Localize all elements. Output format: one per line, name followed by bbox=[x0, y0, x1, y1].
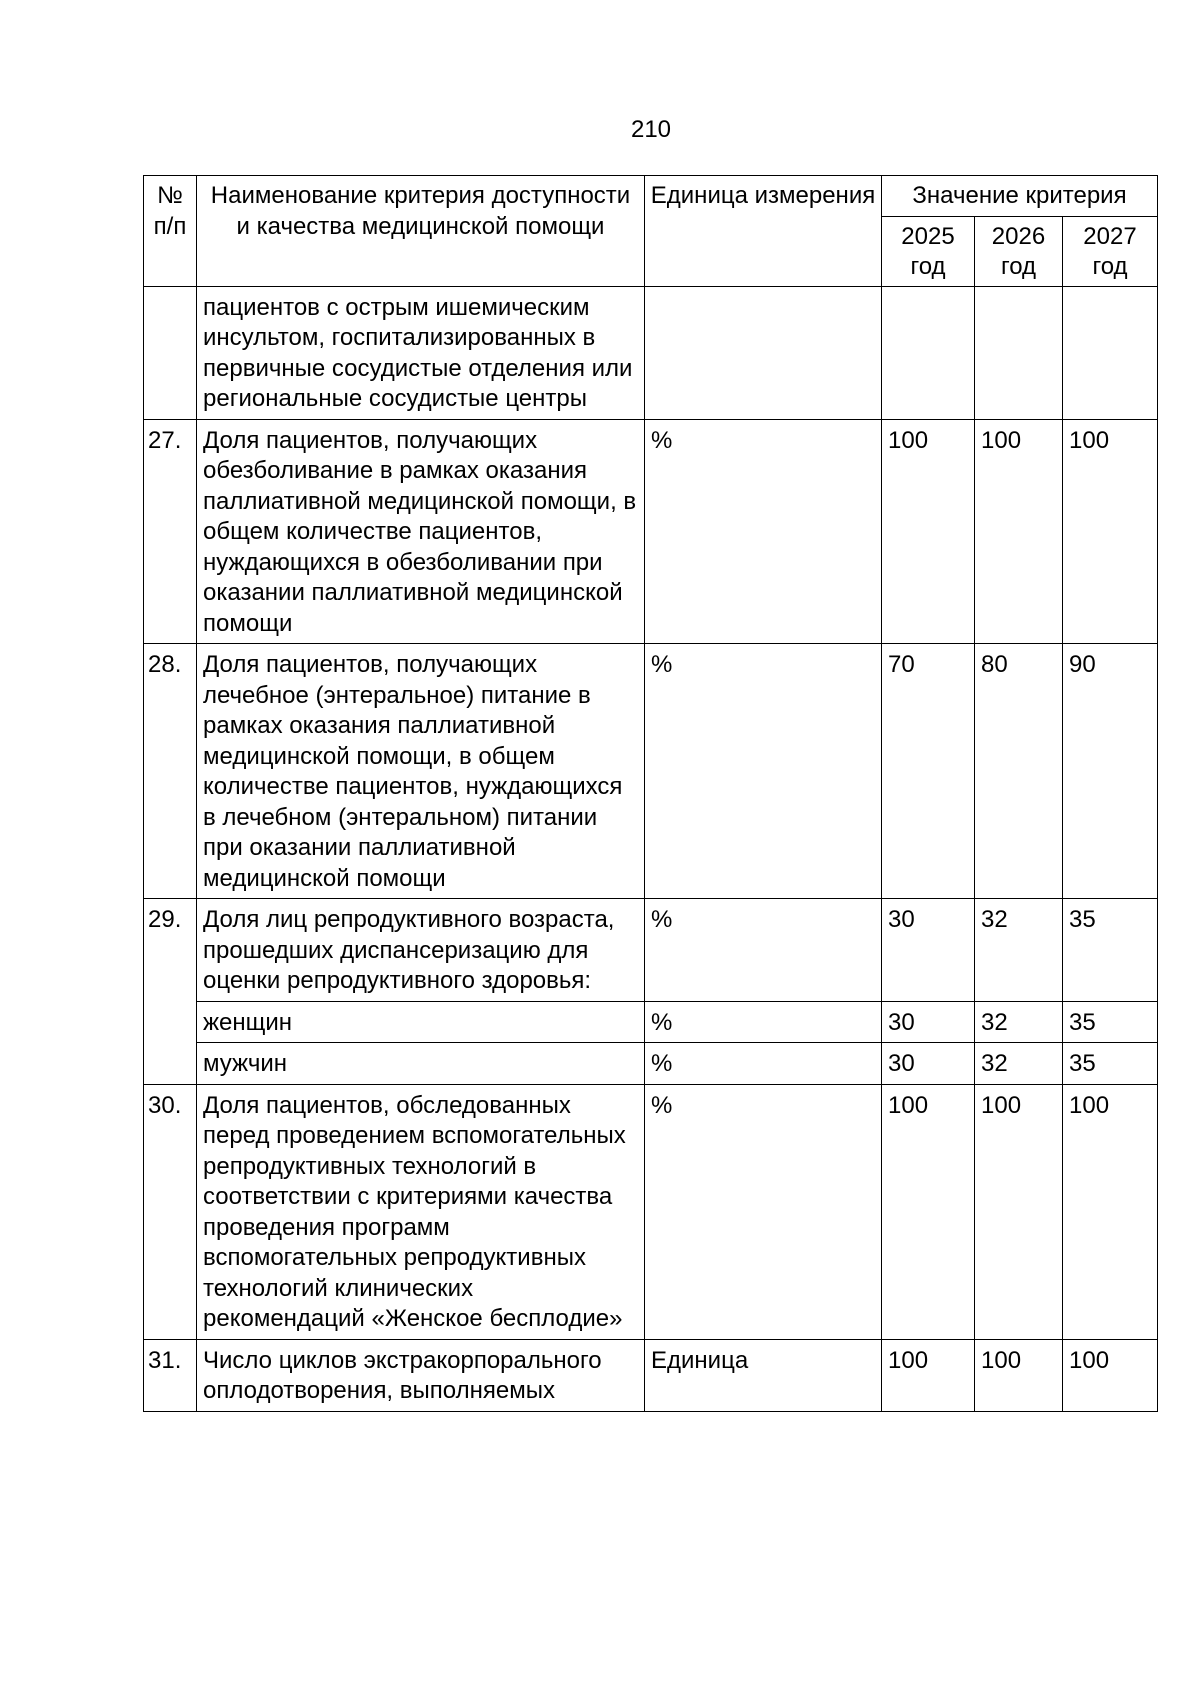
row-value-2025: 100 bbox=[882, 419, 975, 644]
row-value-2025: 30 bbox=[882, 1043, 975, 1085]
row-value-2027: 100 bbox=[1063, 1084, 1158, 1339]
row-unit bbox=[645, 286, 882, 419]
row-criterion: Доля лиц репродуктивного возраста, прошедших диспансеризацию для оценки репродуктивного здоровья: bbox=[197, 899, 645, 1002]
header-num: № п/п bbox=[144, 176, 197, 287]
header-criterion-name: Наименование критерия доступности и качества медицинской помощи bbox=[197, 176, 645, 287]
row-value-2027 bbox=[1063, 286, 1158, 419]
header-unit: Единица измерения bbox=[645, 176, 882, 287]
row-value-2027: 90 bbox=[1063, 644, 1158, 899]
row-value-2027: 35 bbox=[1063, 1043, 1158, 1085]
row-num: 29. bbox=[144, 899, 197, 1085]
row-value-2025: 30 bbox=[882, 899, 975, 1002]
table-header bbox=[144, 176, 1158, 287]
row-num: 31. bbox=[144, 1339, 197, 1411]
row-value-2026 bbox=[975, 286, 1063, 419]
row-value-2025: 100 bbox=[882, 1084, 975, 1339]
criteria-table bbox=[143, 175, 1158, 1412]
table-subrow bbox=[144, 1043, 1158, 1085]
table-row bbox=[144, 1339, 1158, 1411]
row-unit: % bbox=[645, 419, 882, 644]
row-value-2026: 100 bbox=[975, 1339, 1063, 1411]
row-value-2025: 30 bbox=[882, 1001, 975, 1043]
table-row bbox=[144, 644, 1158, 899]
row-num: 28. bbox=[144, 644, 197, 899]
row-num: 27. bbox=[144, 419, 197, 644]
row-num: 30. bbox=[144, 1084, 197, 1339]
row-value-2027: 35 bbox=[1063, 899, 1158, 1002]
row-num bbox=[144, 286, 197, 419]
row-value-2027: 100 bbox=[1063, 1339, 1158, 1411]
row-value-2025 bbox=[882, 286, 975, 419]
row-value-2026: 32 bbox=[975, 1001, 1063, 1043]
row-value-2026: 100 bbox=[975, 1084, 1063, 1339]
row-criterion: Доля пациентов, получающих лечебное (энтеральное) питание в рамках оказания паллиативной медицинской помощи, в общем количестве пациентов, нуждающихся в лечебном (энтеральном) питании при оказании паллиативной медицинской помощи bbox=[197, 644, 645, 899]
row-value-2027: 35 bbox=[1063, 1001, 1158, 1043]
table-row bbox=[144, 1084, 1158, 1339]
row-value-2025: 100 bbox=[882, 1339, 975, 1411]
header-year-2025: 2025 год bbox=[882, 216, 975, 286]
page-number: 210 bbox=[630, 116, 672, 143]
row-unit: Единица bbox=[645, 1339, 882, 1411]
row-value-2027: 100 bbox=[1063, 419, 1158, 644]
row-criterion: женщин bbox=[197, 1001, 645, 1043]
row-unit: % bbox=[645, 899, 882, 1002]
row-value-2025: 70 bbox=[882, 644, 975, 899]
table-subrow bbox=[144, 1001, 1158, 1043]
table-row bbox=[144, 286, 1158, 419]
row-criterion: Доля пациентов, обследованных перед проведением вспомогательных репродуктивных технологий в соответствии с критериями качества проведения программ вспомогательных репродуктивных технологий клинических рекомендаций «Женское бесплодие» bbox=[197, 1084, 645, 1339]
header-year-2026: 2026 год bbox=[975, 216, 1063, 286]
row-value-2026: 32 bbox=[975, 899, 1063, 1002]
row-value-2026: 100 bbox=[975, 419, 1063, 644]
row-unit: % bbox=[645, 1043, 882, 1085]
row-unit: % bbox=[645, 1084, 882, 1339]
row-value-2026: 80 bbox=[975, 644, 1063, 899]
row-value-2026: 32 bbox=[975, 1043, 1063, 1085]
table-row bbox=[144, 899, 1158, 1002]
row-criterion: мужчин bbox=[197, 1043, 645, 1085]
row-criterion: пациентов с острым ишемическим инсультом, госпитализированных в первичные сосудистые отделения или региональные сосудистые центры bbox=[197, 286, 645, 419]
header-year-2027: 2027 год bbox=[1063, 216, 1158, 286]
row-unit: % bbox=[645, 1001, 882, 1043]
row-unit: % bbox=[645, 644, 882, 899]
header-values-group: Значение критерия bbox=[882, 176, 1158, 217]
row-criterion: Число циклов экстракорпорального оплодотворения, выполняемых bbox=[197, 1339, 645, 1411]
table-row bbox=[144, 419, 1158, 644]
row-criterion: Доля пациентов, получающих обезболивание в рамках оказания паллиативной медицинской помощи, в общем количестве пациентов, нуждающихся в обезболивании при оказании паллиативной медицинской помощи bbox=[197, 419, 645, 644]
